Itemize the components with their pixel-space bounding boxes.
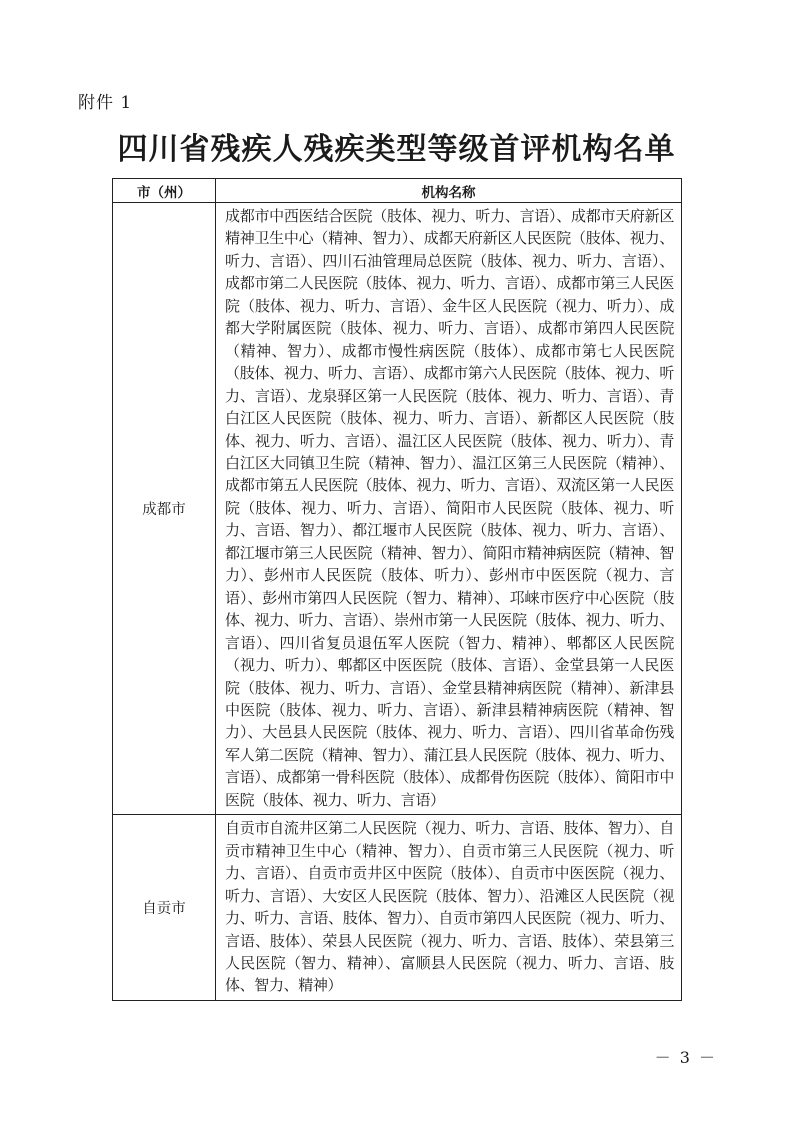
city-cell: 成都市 bbox=[113, 203, 216, 815]
attachment-label: 附件 1 bbox=[78, 93, 133, 113]
page-number: － 3 － bbox=[654, 1048, 717, 1067]
institutions-cell: 自贡市自流井区第二人民医院（视力、听力、言语、肢体、智力）、自贡市精神卫生中心（精神、智力）、自贡市第三人民医院（视力、听力、言语）、自贡市贡井区中医院（肢体）、自贡市中医医院（视力、听力、言语）、大安区人民医院（肢体、智力）、沿滩区人民医院（视力、听力、言语、肢体、智力）、自贡市第四人民医院（视力、听力、言语、肢体）、荣县人民医院（视力、听力、言语、肢体）、荣县第三人民医院（智力、精神）、富顺县人民医院（视力、听力、言语、肢体、智力、精神） bbox=[216, 815, 682, 1001]
table-row bbox=[113, 815, 682, 1001]
table-header-row bbox=[113, 179, 682, 203]
header-institutions: 机构名称 bbox=[216, 179, 682, 203]
table-row bbox=[113, 203, 682, 815]
institutions-cell: 成都市中西医结合医院（肢体、视力、听力、言语）、成都市天府新区精神卫生中心（精神、智力）、成都天府新区人民医院（肢体、视力、听力、言语）、四川石油管理局总医院（肢体、视力、听力、言语）、成都市第二人民医院（肢体、视力、听力、言语）、成都市第三人民医院（肢体、视力、听力、言语）、金牛区人民医院（视力、听力）、成都大学附属医院（肢体、视力、听力、言语）、成都市第四人民医院（精神、智力）、成都市慢性病医院（肢体）、成都市第七人民医院（肢体、视力、听力、言语）、成都市第六人民医院（肢体、视力、听力、言语）、龙泉驿区第一人民医院（肢体、视力、听力、言语）、青白江区人民医院（肢体、视力、听力、言语）、新都区人民医院（肢体、视力、听力、言语）、温江区人民医院（肢体、视力、听力）、青白江区大同镇卫生院（精神、智力）、温江区第三人民医院（精神）、成都市第五人民医院（肢体、视力、听力、言语）、双流区第一人民医院（肢体、视力、听力、言语）、简阳市人民医院（肢体、视力、听力、言语、智力）、都江堰市人民医院（肢体、视力、听力、言语）、都江堰市第三人民医院（精神、智力）、简阳市精神病医院（精神、智力）、彭州市人民医院（肢体、听力）、彭州市中医医院（视力、言语）、彭州市第四人民医院（智力、精神）、邛崃市医疗中心医院（肢体、视力、听力、言语）、崇州市第一人民医院（肢体、视力、听力、言语）、四川省复员退伍军人医院（智力、精神）、郫都区人民医院（视力、听力）、郫都区中医医院（肢体、言语）、金堂县第一人民医院（肢体、视力、听力、言语）、金堂县精神病医院（精神）、新津县中医院（肢体、视力、听力、言语）、新津县精神病医院（精神、智力）、大邑县人民医院（肢体、视力、听力、言语）、四川省革命伤残军人第二医院（精神、智力）、蒲江县人民医院（肢体、视力、听力、言语）、成都第一骨科医院（肢体）、成都骨伤医院（肢体）、简阳市中医院（肢体、视力、听力、言语） bbox=[216, 203, 682, 815]
document-title: 四川省残疾人残疾类型等级首评机构名单 bbox=[117, 132, 676, 167]
header-city: 市（州） bbox=[113, 179, 216, 203]
institution-table bbox=[112, 178, 682, 1001]
city-cell: 自贡市 bbox=[113, 815, 216, 1001]
